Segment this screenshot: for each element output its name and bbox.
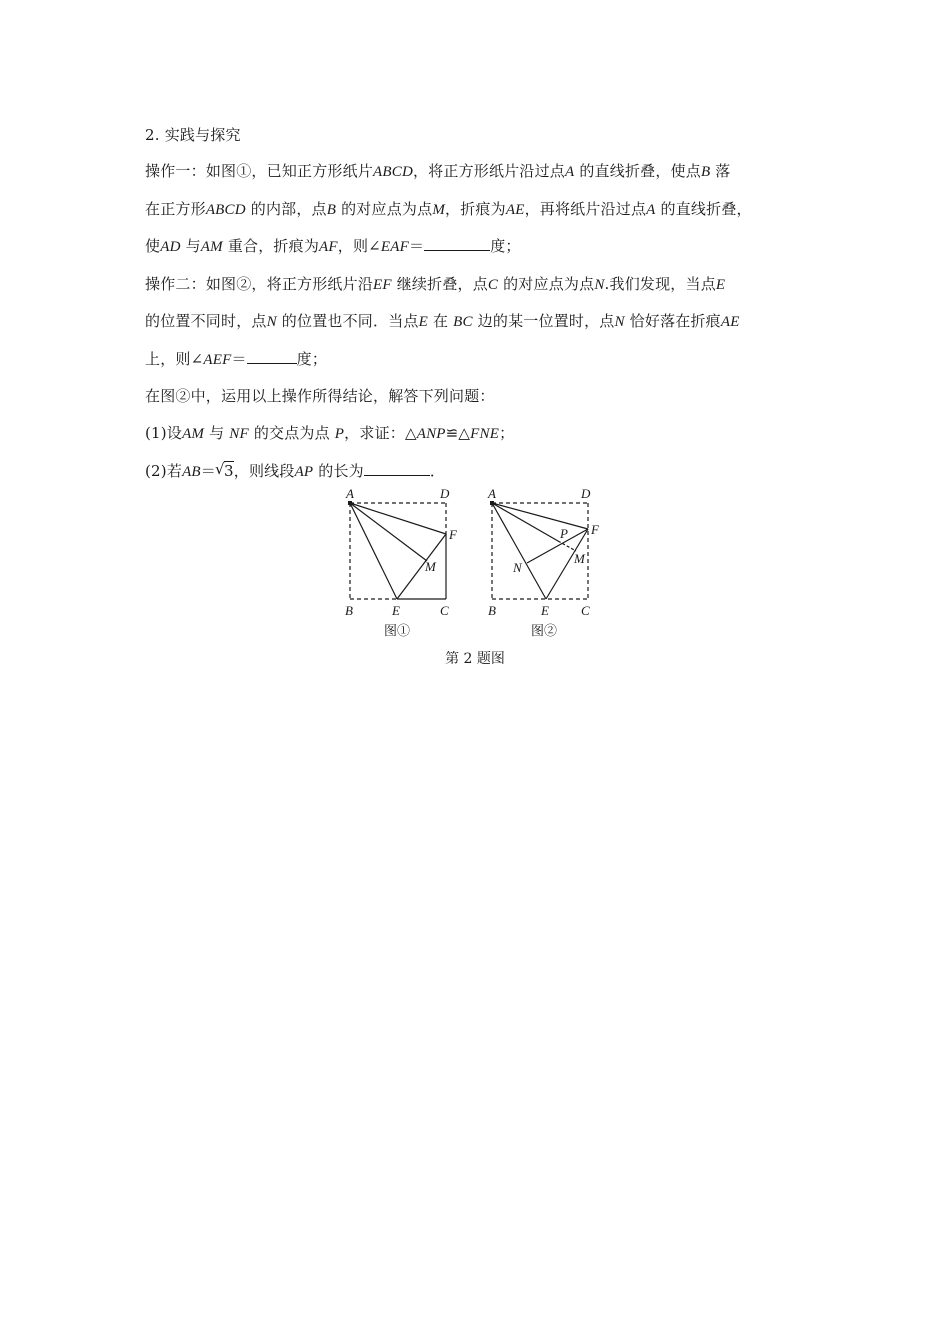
text: 重合，折痕为	[227, 237, 320, 255]
math-var: M	[432, 202, 446, 218]
instruction: 在图②中，运用以上操作所得结论，解答下列问题：	[145, 387, 495, 405]
figure-1-caption: 图①	[384, 624, 411, 639]
figure-2	[490, 501, 588, 599]
label-a: A	[488, 486, 496, 501]
label-d: D	[581, 486, 591, 501]
text: ，则线段	[233, 462, 295, 480]
math-var: BC	[453, 314, 473, 330]
math-var: EAF	[380, 239, 410, 255]
answer-blank-ap[interactable]	[364, 461, 430, 476]
math-var: ABCD	[373, 164, 413, 180]
label-p: P	[560, 526, 568, 541]
math-var: ANP	[416, 426, 446, 442]
math-var: AD	[160, 239, 181, 255]
math-var: ABCD	[205, 202, 246, 218]
text: 恰好落在折痕	[629, 312, 721, 330]
sqrt-radicand: 3	[224, 462, 234, 480]
math-var: P	[334, 426, 345, 442]
crease-ae	[492, 503, 546, 599]
text: 的内部，点	[250, 200, 327, 218]
text: 如图②，将正方形纸片沿	[205, 275, 374, 293]
text: ；	[499, 424, 515, 442]
crease-af	[492, 503, 588, 529]
label-f: F	[591, 522, 599, 537]
label-e: E	[392, 603, 400, 618]
math-var: EF	[373, 277, 392, 293]
text: (1)设	[145, 424, 183, 442]
text: 落	[715, 162, 731, 180]
question-1	[145, 423, 514, 444]
label-a: A	[346, 486, 354, 501]
segment-pm	[558, 541, 576, 551]
text: ．	[429, 462, 446, 480]
math-var: AE	[720, 314, 740, 330]
text: ，将正方形纸片沿过点	[412, 162, 565, 180]
label-m: M	[425, 559, 436, 574]
answer-blank-aef[interactable]	[247, 349, 297, 364]
problem-title: 实践与探究	[164, 126, 241, 144]
text: 在	[432, 312, 449, 330]
segment-am	[350, 503, 427, 561]
text: 的长为	[318, 462, 364, 480]
text: 与	[209, 424, 225, 442]
text: ，再将纸片沿过点	[524, 200, 647, 218]
question-2	[145, 461, 445, 482]
math-var: AB	[182, 464, 201, 480]
text: ＝	[231, 350, 247, 368]
problem-heading	[145, 125, 241, 145]
math-var: E	[418, 314, 428, 330]
figure-1	[348, 501, 446, 599]
text: 与	[185, 237, 201, 255]
label-f: F	[449, 527, 457, 542]
segment-ap	[492, 503, 558, 541]
text: 的位置也不同．当点	[281, 312, 419, 330]
text: 的对应点为点	[341, 200, 433, 218]
math-var: C	[487, 277, 499, 293]
math-var: AE	[505, 202, 525, 218]
math-var: AM	[182, 426, 205, 442]
text: 在正方形	[145, 200, 206, 218]
math-var: FNE	[470, 426, 500, 442]
segment-nf	[527, 529, 588, 563]
problem-number: 2.	[145, 126, 160, 144]
operation1-line1	[145, 161, 731, 182]
math-var: A	[646, 202, 656, 218]
label-d: D	[440, 486, 450, 501]
operation2-line2	[145, 311, 740, 332]
text: 使	[145, 237, 161, 255]
math-var: B	[326, 202, 337, 218]
text: ＝	[200, 462, 216, 480]
math-var: N	[614, 314, 625, 330]
text: 的交点为点	[253, 424, 330, 442]
text: .我们发现，当点	[604, 275, 716, 293]
math-var: AF	[319, 239, 338, 255]
math-var: N	[594, 277, 605, 293]
math-var: N	[266, 314, 277, 330]
operation2-line1	[145, 274, 725, 295]
sqrt-expression	[216, 461, 234, 481]
text: ＝	[409, 237, 425, 255]
math-var: E	[715, 277, 726, 293]
text: 度；	[490, 237, 521, 255]
math-var: A	[565, 164, 575, 180]
text: 的直线折叠，使点	[579, 162, 701, 180]
text: 如图①，已知正方形纸片	[205, 162, 374, 180]
label-b: B	[345, 603, 353, 618]
math-var: B	[700, 164, 711, 180]
point-a-marker	[490, 501, 494, 505]
figure-caption: 第 2 题图	[445, 651, 505, 667]
math-var: AEF	[203, 352, 232, 368]
text: 的位置不同时，点	[145, 312, 267, 330]
text: 上，则∠	[145, 350, 204, 368]
operation1-label: 操作一：	[145, 162, 206, 180]
answer-blank-eaf[interactable]	[424, 236, 490, 251]
label-m: M	[574, 551, 585, 566]
math-var: AP	[294, 464, 314, 480]
text: 继续折叠，点	[396, 275, 488, 293]
label-c: C	[440, 603, 449, 618]
math-var: AM	[200, 239, 223, 255]
segment-ef	[546, 529, 588, 599]
label-b: B	[488, 603, 496, 618]
operation2-label: 操作二：	[145, 275, 206, 293]
crease-ae	[350, 503, 397, 599]
label-c: C	[581, 603, 590, 618]
crease-af	[350, 503, 446, 534]
text: 的直线折叠，	[660, 200, 752, 218]
text: 边的某一位置时，点	[477, 312, 615, 330]
text: (2)若	[145, 462, 183, 480]
operation2-line3	[145, 349, 327, 370]
text: ≌△	[445, 424, 471, 442]
label-n: N	[513, 560, 522, 575]
operation1-line2	[145, 199, 752, 220]
figure-1-labels	[345, 486, 458, 639]
text: ，折痕为	[445, 200, 506, 218]
text: 度；	[296, 350, 328, 368]
point-a-marker	[348, 501, 352, 505]
label-e: E	[541, 603, 549, 618]
figure-2-caption: 图②	[531, 624, 558, 639]
operation1-line3	[145, 236, 521, 257]
text: ，求证：△	[344, 424, 417, 442]
figure-2-labels	[487, 486, 600, 639]
text: 的对应点为点	[503, 275, 595, 293]
math-var: NF	[229, 426, 249, 442]
text: ，则∠	[337, 237, 381, 255]
segment-ef	[397, 534, 446, 599]
